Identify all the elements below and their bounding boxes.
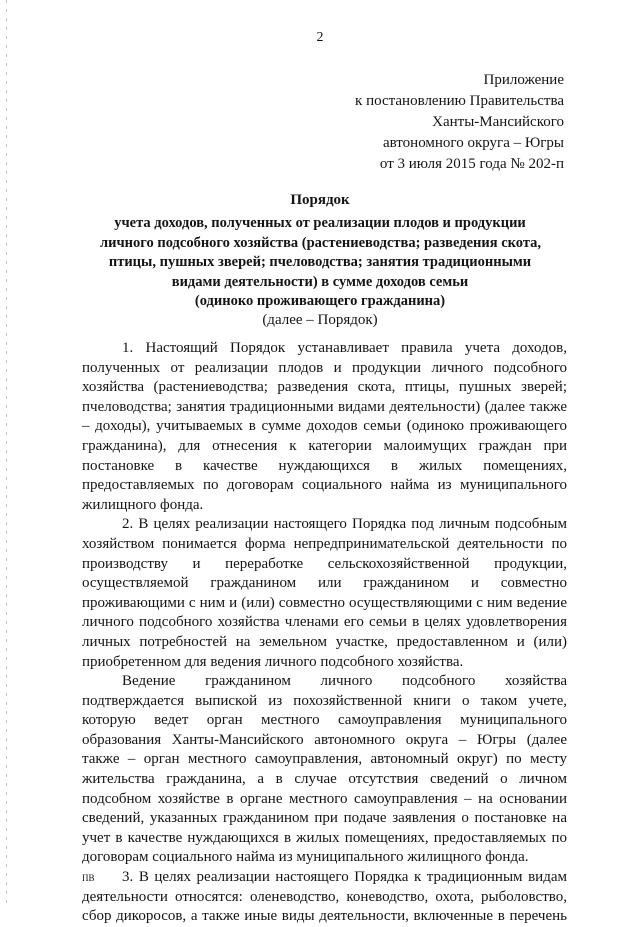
title-line: видами деятельности) в сумме доходов семьи (171, 273, 469, 290)
paragraph-line: пчеловодства; занятия традиционными видами деятельности) (далее также (82, 398, 567, 415)
paragraph-line: личного подсобного хозяйства членами его семьи в целях удовлетворения (82, 614, 567, 631)
paragraph-line: которую ведет орган местного самоуправления муниципального (82, 712, 567, 729)
body-text (82, 339, 567, 927)
paragraph-line: учет в качестве нуждающихся в жилых помещениях, предоставляемых по (82, 829, 567, 846)
paragraph (82, 339, 567, 515)
paragraph-line: жительства гражданина, а в случае отсутствия сведений о личном (82, 771, 567, 788)
appendix-line: Ханты-Мансийского (432, 114, 564, 130)
title-line: личного подсобного хозяйства (растениеводства; разведения скота, (100, 234, 542, 251)
appendix-line: от 3 июля 2015 года № 202-п (379, 156, 564, 172)
footer-mark: ПВ (82, 873, 95, 883)
title-line: (одиноко проживающего гражданина) (194, 293, 446, 310)
scan-edge-mark (6, 0, 7, 905)
appendix-line: к постановлению Правительства (355, 93, 564, 109)
paragraph-line: договорам социального найма из муниципального жилищного фонда. (82, 849, 529, 866)
paragraph-line: 3. В целях реализации настоящего Порядка к традиционным видам (122, 869, 567, 886)
paragraph-line: образования Ханты-Мансийского автономного округа – Югры (далее (82, 731, 567, 748)
appendix-block (355, 70, 564, 175)
paragraph-line: 2. В целях реализации настоящего Порядка под личным подсобным (122, 516, 567, 533)
paragraph-line: гражданина), для отнесения к категории малоимущих граждан при (82, 437, 567, 454)
appendix-line: Приложение (483, 72, 564, 88)
paragraph (82, 515, 567, 672)
paragraph (82, 868, 567, 927)
paragraph-line: подтверждается выпиской из похозяйственной книги о таком учете, (82, 692, 567, 709)
paragraph-line: предоставляемых по договорам социального найма из муниципального (82, 477, 567, 494)
title-line: учета доходов, полученных от реализации плодов и продукции (114, 215, 526, 232)
document-title (100, 191, 540, 331)
paragraph-line: Ведение гражданином личного подсобного хозяйства (122, 673, 567, 690)
paragraph-line: подсобном хозяйстве в органе местного самоуправления – на основании (82, 790, 567, 807)
paragraph-line: также – орган местного самоуправления, автономный округ) по месту (82, 751, 567, 768)
appendix-line: автономного округа – Югры (382, 135, 564, 151)
paragraph-line: хозяйством понимается форма непредпринимательской деятельности по (82, 535, 567, 552)
paragraph-line: проживающими с ним и (или) совместно осуществляющими с ним ведение (82, 594, 567, 611)
paragraph-line: постановке в качестве нуждающихся в жилых помещениях, (82, 457, 567, 474)
paragraph (82, 672, 567, 868)
title-heading: Порядок (290, 192, 350, 208)
paragraph-line: сбор дикоросов, а также иные виды деятельности, включенные в перечень (82, 908, 567, 925)
paragraph-line: полученных от реализации плодов и продукции личного подсобного (82, 359, 567, 376)
title-line: птицы, пушных зверей; пчеловодства; занятия традиционными (108, 254, 532, 271)
page-number: 2 (316, 30, 324, 45)
paragraph-line: жилищного фонда. (82, 496, 204, 513)
paragraph-line: производству и переработке сельскохозяйственной продукции, (82, 555, 567, 572)
paragraph-line: личных потребностей на земельном участке, предоставленном и (или) (82, 633, 567, 650)
paragraph-line: 1. Настоящий Порядок устанавливает правила учета доходов, (122, 340, 567, 356)
paragraph-line: деятельности относятся: оленеводство, коневодство, охота, рыболовство, (82, 888, 567, 905)
paragraph-line: хозяйства (растениеводства; разведения скота, птицы, пушных зверей; (82, 379, 567, 396)
paragraph-line: – доходы), учитываемых в сумме доходов семьи (одиноко проживающего (82, 418, 567, 435)
paragraph-line: приобретенном для ведения личного подсобного хозяйства. (82, 653, 464, 670)
title-subtitle: (далее – Порядок) (262, 312, 378, 329)
paragraph-line: сведений, указанных гражданином при подаче заявления о постановке на (82, 810, 567, 827)
paragraph-line: осуществляемой гражданином или гражданином и совместно (82, 575, 567, 592)
